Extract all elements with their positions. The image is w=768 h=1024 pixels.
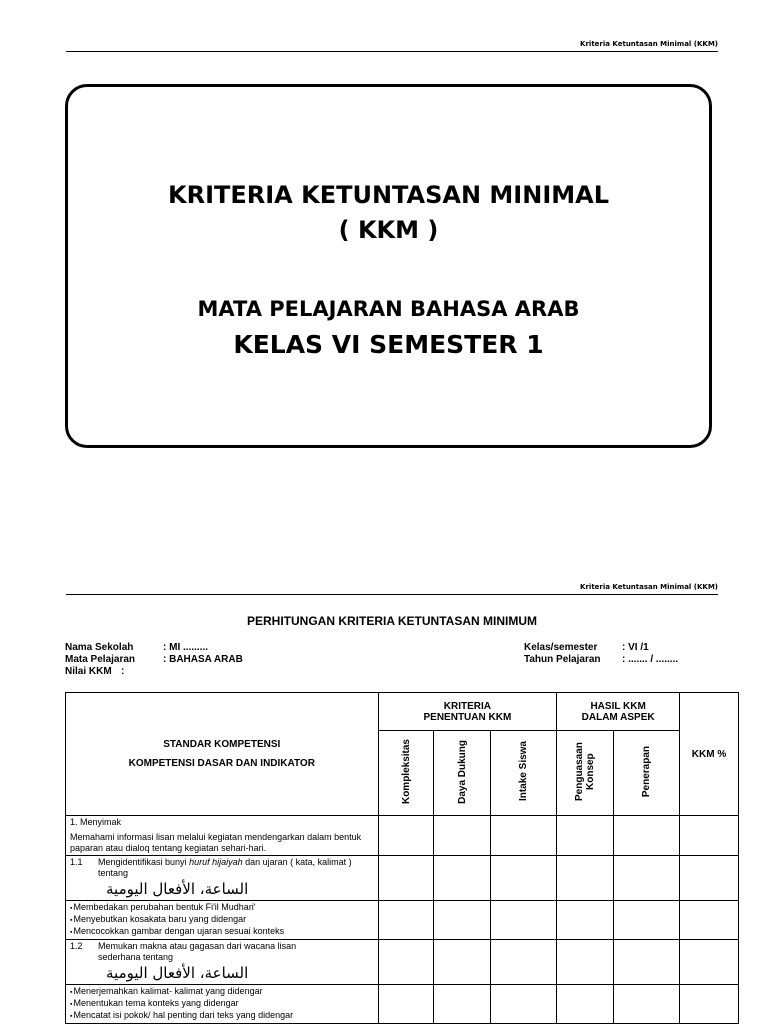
indicator-item: ▪ Menerjemahkan kalimat- kalimat yang didengar [70,986,374,998]
class-label: Kelas/semester [524,642,598,653]
standard-header [66,693,379,816]
header-rule-2 [66,594,718,595]
subject-value: : BAHASA ARAB [163,654,243,665]
cover-class: KELAS VI SEMESTER 1 [233,330,544,359]
section-title: 1. Menyimak [70,817,122,827]
section-row [66,816,379,856]
year-label: Tahun Pelajaran [524,654,601,665]
col-penerapan: Penerapan [614,731,680,816]
kkm-percent-header: KKM % [680,693,739,816]
kkm-label: Nilai KKM [65,666,112,677]
subject-label: Mata Pelajaran [65,654,136,665]
kd2-indicators [66,985,379,1024]
kkm-value: : [121,666,125,677]
col-penguasaan-konsep: Penguasaan Konsep [557,731,614,816]
class-value: : VI /1 [622,642,649,653]
info-left [65,642,243,678]
school-label: Nama Sekolah [65,642,134,653]
kd2-number: 1.2 [70,941,83,951]
kd-row-1: 1.1 Mengidentifikasi bunyi huruf hijaiyah dan ujaran ( kata, kalimat ) tentang الساعة، الأفعال اليومية [66,856,379,901]
year-value: : ....... / ........ [622,654,679,665]
info-right [524,642,678,666]
standard-header-line1: STANDAR KOMPETENSI [163,739,281,750]
page-header-2: Kriteria Ketuntasan Minimal (KKM) [580,583,718,591]
page-header: Kriteria Ketuntasan Minimal (KKM) [580,40,718,48]
kd1-arabic: الساعة، الأفعال اليومية [106,880,249,898]
col-daya-dukung: Daya Dukung [434,731,491,816]
cover-subject: MATA PELAJARAN BAHASA ARAB [197,297,580,321]
section-desc: Memahami informasi lisan melalui kegiatan mendengarkan dalam bentuk paparan atau dialoq tentang kegiatan sehari-hari. [70,832,362,853]
cover-title [68,178,709,248]
indicator-item: ▪ Mencocokkan gambar dengan ujaran sesuai konteks [70,926,374,938]
cover-title-line2: ( KKM ) [338,216,439,244]
cover-title-box [65,84,712,448]
kd2-text: Memukan makna atau gagasan dari wacana lisan sederhana tentang [98,941,297,962]
indicator-item: ▪ Membedakan perubahan bentuk Fi'il Mudhari' [70,902,374,914]
kd2-arabic: الساعة، الأفعال اليومية [106,964,249,982]
result-group-header: HASIL KKM DALAM ASPEK [557,693,680,731]
col-intake-siswa: Intake Siswa [491,731,557,816]
header-rule [66,51,718,52]
kd-row-2 [66,940,379,985]
cover-title-line1: KRITERIA KETUNTASAN MINIMAL [167,181,609,209]
indicator-item: ▪ Menentukan tema konteks yang didengar [70,998,374,1010]
indicator-item: ▪ Mencatat isi pokok/ hal penting dari teks yang didengar [70,1010,374,1022]
kd1-indicators [66,901,379,940]
criteria-group-header: KRITERIA PENENTUAN KKM [378,693,557,731]
school-value: : MI ......... [163,642,208,653]
standard-header-line2: KOMPETENSI DASAR DAN INDIKATOR [128,758,315,769]
indicator-item: ▪ Menyebutkan kosakata baru yang didengar [70,914,374,926]
col-kompleksitas: Kompleksitas [378,731,434,816]
kkm-table [65,692,739,1024]
page-title: PERHITUNGAN KRITERIA KETUNTASAN MINIMUM [247,614,537,628]
kd1-number: 1.1 [70,857,83,867]
